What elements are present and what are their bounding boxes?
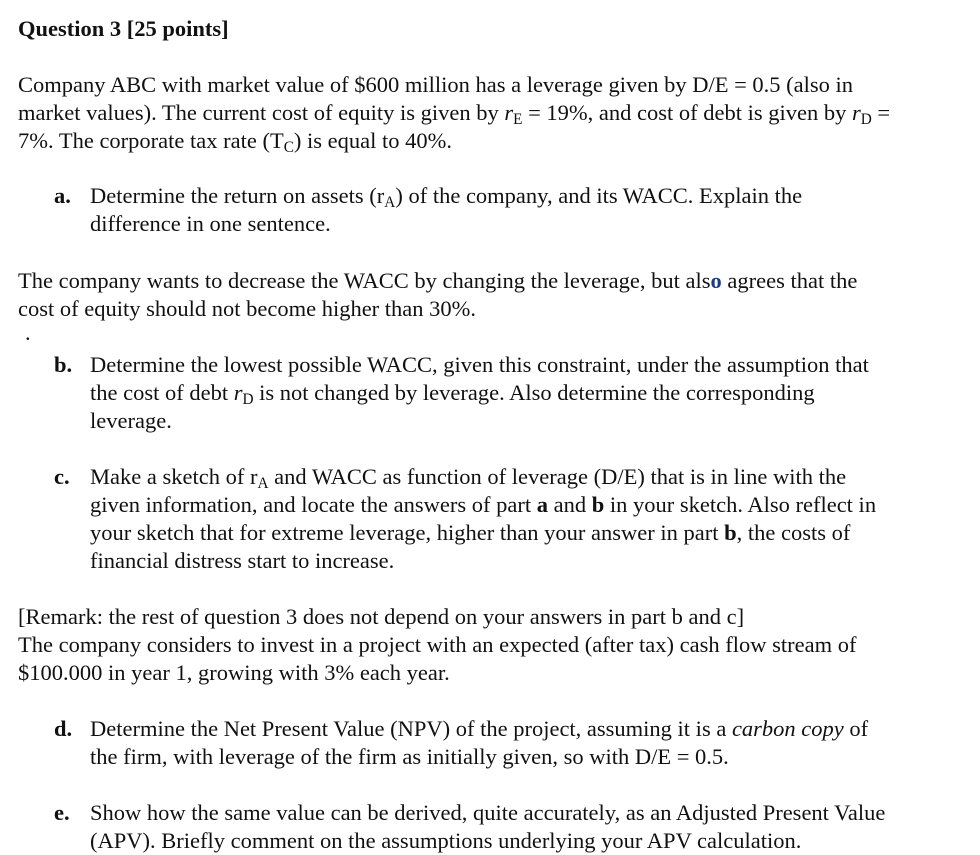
symbol-rD-sub: D: [860, 110, 872, 128]
intro-line-2-text-c: =: [871, 100, 891, 125]
part-d-emphasis: carbon copy: [731, 716, 844, 741]
symbol-rD: r: [851, 100, 861, 125]
part-b-line-2-text: the cost of debt: [90, 380, 234, 405]
intro-line-3-text: 7%. The corporate tax rate (T: [18, 128, 284, 153]
part-c-ref-a: a: [536, 492, 548, 517]
middle-line-1-text: The company wants to decrease the WACC by changing the leverage, but als: [18, 268, 711, 293]
part-c-ref-b-2: b: [724, 520, 737, 545]
part-c-line-3: [90, 519, 963, 547]
intro-line-2: [18, 99, 963, 127]
part-e-line-2: (APV). Briefly comment on the assumptions underlying your APV calculation.: [90, 828, 802, 853]
part-b-line-2-text-b: is not changed by leverage. Also determine the corresponding: [253, 380, 815, 405]
question-points: [25 points]: [126, 16, 229, 41]
intro-line-1: Company ABC with market value of $600 million has a leverage given by D/E = 0.5 (also in: [18, 72, 854, 97]
question-title: Question 3: [18, 16, 122, 41]
middle-line-1: [18, 267, 963, 295]
symbol-rD-b: r: [233, 380, 243, 405]
part-b: [18, 351, 963, 435]
intro-line-3: [18, 127, 963, 155]
part-c-ref-b: b: [591, 492, 605, 517]
part-c-line-3-text: your sketch that for extreme leverage, higher than your answer in part: [90, 520, 725, 545]
part-a-line-1-text-b: ) of the company, and its WACC. Explain the: [395, 183, 803, 208]
part-c-line-2-text: given information, and locate the answers of part: [90, 492, 537, 517]
part-c-line-2: [90, 491, 963, 519]
remark-line-1: [Remark: the rest of question 3 does not depend on your answers in part b and c]: [18, 604, 745, 629]
part-d-label: d.: [54, 716, 73, 741]
part-a-line-2: difference in one sentence.: [90, 211, 331, 236]
remark-paragraph: [18, 603, 963, 687]
part-c-label: c.: [54, 464, 70, 489]
question-page: [18, 14, 963, 855]
symbol-tc-sub: C: [283, 138, 294, 156]
part-c-line-3-text-b: , the costs of: [736, 520, 851, 545]
symbol-rE: r: [504, 100, 514, 125]
part-c-line-2-text-b: and: [547, 492, 592, 517]
highlighted-letter: o: [710, 268, 722, 293]
part-d-line-2: the firm, with leverage of the firm as initially given, so with D/E = 0.5.: [90, 744, 729, 769]
part-c-line-4: financial distress start to increase.: [90, 548, 395, 573]
part-b-line-3: leverage.: [90, 408, 172, 433]
question-heading: [18, 14, 963, 44]
part-d-line-1-text: Determine the Net Present Value (NPV) of the project, assuming it is a: [90, 716, 732, 741]
part-b-line-1: Determine the lowest possible WACC, given this constraint, under the assumption that: [90, 352, 869, 377]
part-c-line-1-text: Make a sketch of r: [90, 464, 258, 489]
middle-paragraph: [18, 267, 963, 351]
intro-line-2-text: market values). The current cost of equity is given by: [18, 100, 505, 125]
part-a-line-1: [90, 182, 963, 210]
intro-paragraph: [18, 71, 963, 155]
stray-dot: .: [25, 320, 31, 345]
symbol-rD-b-sub: D: [242, 390, 254, 408]
part-c-line-1-text-b: and WACC as function of leverage (D/E) that is in line with the: [268, 464, 847, 489]
part-a-line-1-text: Determine the return on assets (r: [90, 183, 385, 208]
intro-line-3-text-b: ) is equal to 40%.: [293, 128, 453, 153]
part-d-line-1: [90, 715, 963, 743]
part-d: [18, 715, 963, 771]
part-e-line-1: Show how the same value can be derived, quite accurately, as an Adjusted Present Value: [90, 800, 886, 825]
symbol-rA-sub: A: [384, 193, 396, 211]
part-a: [18, 182, 963, 238]
remark-line-3: $100.000 in year 1, growing with 3% each year.: [18, 660, 450, 685]
middle-line-2: cost of equity should not become higher than 30%.: [18, 296, 477, 321]
part-e-label: e.: [54, 800, 70, 825]
remark-line-2: The company considers to invest in a project with an expected (after tax) cash flow stream of: [18, 632, 857, 657]
middle-line-1-text-b: agrees that the: [721, 268, 858, 293]
symbol-rE-sub: E: [513, 110, 523, 128]
part-a-label: a.: [54, 183, 71, 208]
part-d-line-1-text-b: of: [843, 716, 869, 741]
part-b-label: b.: [54, 352, 73, 377]
part-c-line-1: [90, 463, 963, 491]
part-b-line-2: [90, 379, 963, 407]
intro-line-2-text-b: = 19%, and cost of debt is given by: [522, 100, 852, 125]
part-c: [18, 463, 963, 575]
symbol-rA-c-sub: A: [257, 474, 269, 492]
part-c-line-2-text-c: in your sketch. Also reflect in: [604, 492, 877, 517]
